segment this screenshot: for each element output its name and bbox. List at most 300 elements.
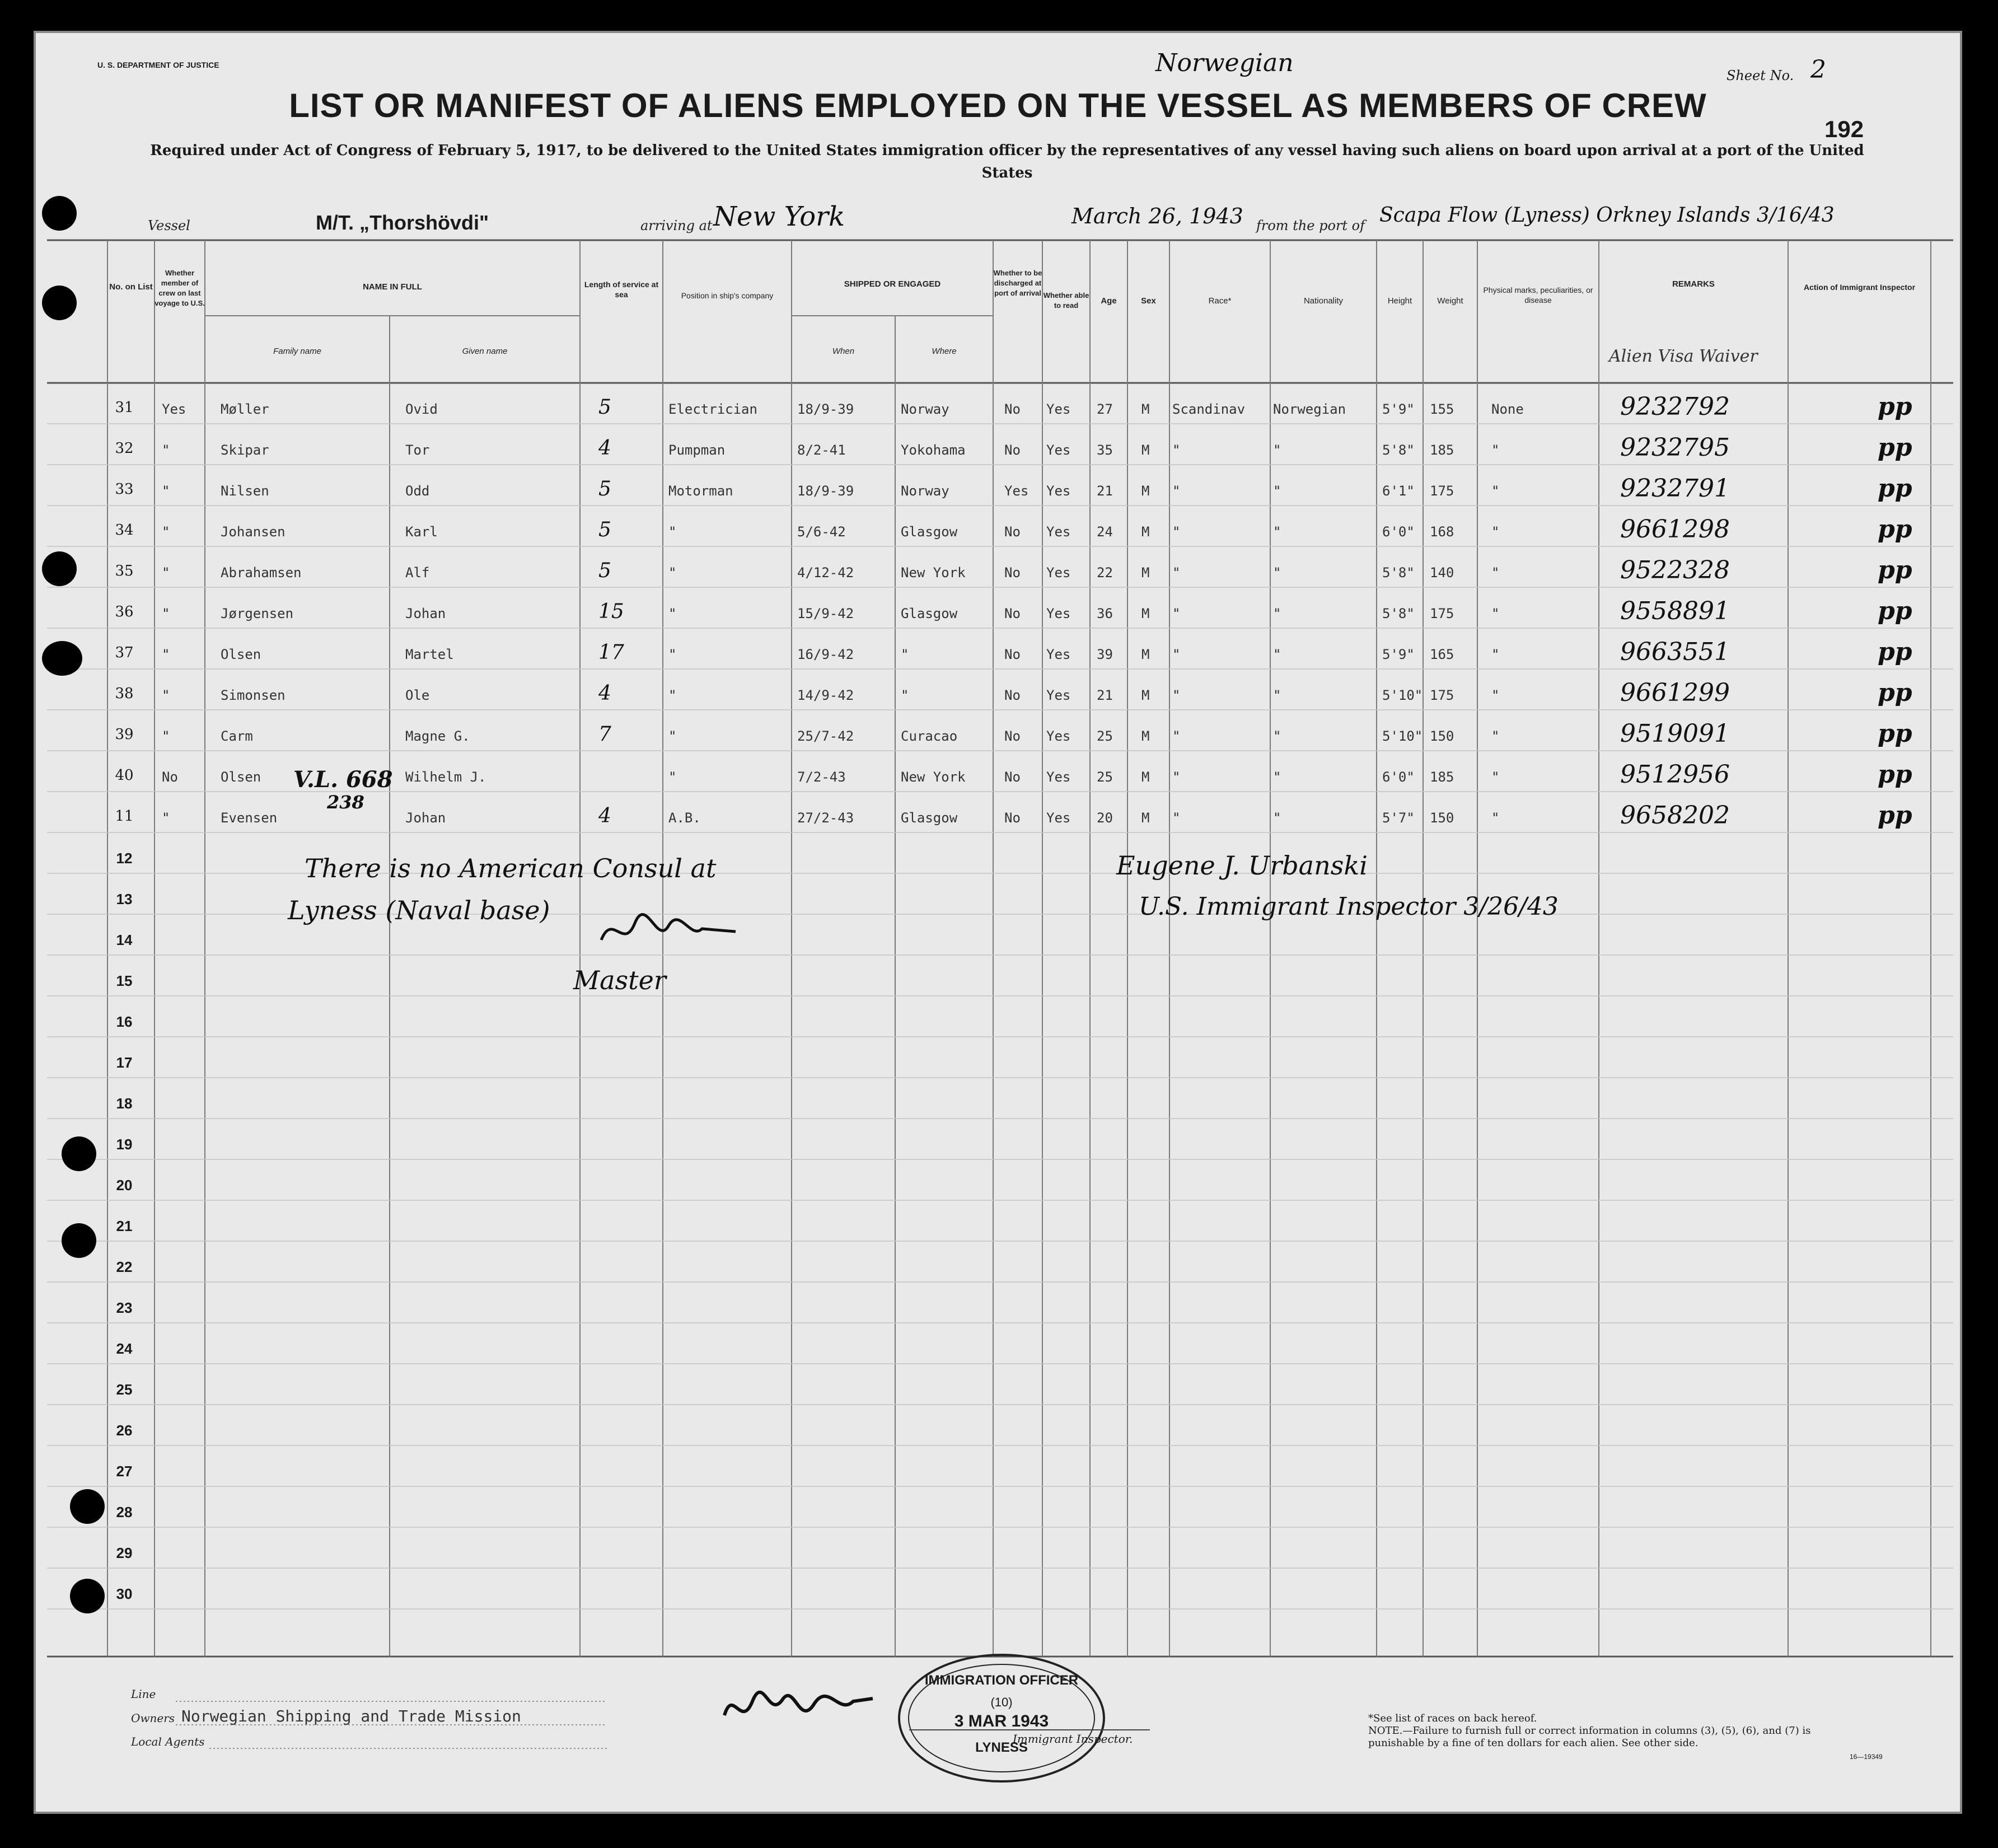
empty-row-number: 20	[116, 1177, 133, 1194]
col-length-service: Length of service at sea	[584, 280, 659, 299]
race-cell: "	[1172, 606, 1181, 621]
when-cell: 18/9-39	[797, 483, 854, 499]
remark-number: 9512956	[1620, 760, 1730, 789]
height-cell: 5'8"	[1382, 442, 1415, 458]
form-subtitle: Required under Act of Congress of February 5, 1917, to be delivered to the United States immigration officer by the representatives of any vessel having such aliens on board upon arrival at a port of the United States	[150, 142, 1864, 181]
read-cell: Yes	[1046, 647, 1071, 662]
family-name-cell: Abrahamsen	[221, 565, 302, 581]
nationality-cell: "	[1273, 728, 1281, 744]
punch-hole	[62, 1136, 96, 1171]
remark-number: 9663551	[1620, 638, 1730, 666]
col-remarks: REMARKS	[1672, 279, 1715, 289]
where-cell: New York	[901, 565, 966, 581]
family-name-cell: Carm	[221, 728, 253, 744]
col-where: Where	[932, 347, 957, 356]
family-name-cell: Olsen	[221, 769, 261, 785]
empty-row-number: 13	[116, 891, 133, 907]
col-race: Race*	[1208, 296, 1232, 306]
nationality-cell: "	[1273, 810, 1281, 826]
nationality-cell: "	[1273, 483, 1281, 499]
sex-cell: M	[1141, 524, 1150, 540]
empty-row-number: 24	[116, 1340, 133, 1357]
race-cell: Scandinav	[1172, 401, 1246, 417]
page-number: 192	[1824, 116, 1864, 142]
marks-cell: "	[1491, 606, 1500, 621]
member-cell: No	[162, 769, 178, 785]
sex-cell: M	[1141, 606, 1150, 621]
when-cell: 27/2-43	[797, 810, 854, 826]
member-cell: "	[162, 524, 170, 540]
nationality-annotation: Norwegian	[1155, 49, 1294, 77]
col-action-inspector: Action of Immigrant Inspector	[1803, 283, 1916, 292]
discharged-cell: No	[1004, 810, 1021, 826]
col-no-on-list: No. on List	[109, 282, 153, 292]
col-name-in-full: NAME IN FULL	[363, 282, 422, 292]
sex-cell: M	[1141, 442, 1150, 458]
sex-cell: M	[1141, 769, 1150, 785]
inspector-action: pp	[1878, 392, 1912, 421]
family-name-cell: Jørgensen	[221, 606, 294, 621]
weight-cell: 150	[1430, 728, 1454, 744]
service-cell: 5	[598, 478, 611, 500]
punch-hole	[70, 1489, 105, 1524]
owners-label: Owners	[131, 1711, 175, 1725]
age-cell: 22	[1097, 565, 1113, 581]
nationality-cell: "	[1273, 565, 1281, 581]
given-name-cell: Karl	[405, 524, 438, 540]
height-cell: 6'1"	[1382, 483, 1415, 499]
table-row	[36, 432, 1964, 473]
when-cell: 14/9-42	[797, 687, 854, 703]
member-cell: Yes	[162, 401, 186, 417]
master-signature-title: Master	[573, 965, 666, 995]
inspector-signature: Eugene J. Urbanski	[1116, 850, 1368, 881]
when-cell: 8/2-41	[797, 442, 846, 458]
discharged-cell: No	[1004, 728, 1021, 744]
height-cell: 5'9"	[1382, 647, 1415, 662]
discharged-cell: No	[1004, 769, 1021, 785]
read-cell: Yes	[1046, 442, 1071, 458]
table-row	[36, 514, 1964, 555]
table-row	[36, 718, 1964, 759]
punch-hole	[42, 551, 77, 586]
position-cell: A.B.	[668, 810, 701, 826]
when-cell: 15/9-42	[797, 606, 854, 621]
weight-cell: 175	[1430, 483, 1454, 499]
weight-cell: 185	[1430, 442, 1454, 458]
read-cell: Yes	[1046, 769, 1071, 785]
discharged-cell: No	[1004, 647, 1021, 662]
age-cell: 36	[1097, 606, 1113, 621]
sex-cell: M	[1141, 647, 1150, 662]
where-cell: Glasgow	[901, 810, 958, 826]
visa-list-subnote: 238	[327, 792, 364, 813]
row-number: 32	[115, 440, 134, 457]
when-cell: 16/9-42	[797, 647, 854, 662]
empty-row-number: 18	[116, 1095, 133, 1112]
row-number: 36	[115, 603, 134, 620]
owners-value: Norwegian Shipping and Trade Mission	[181, 1707, 521, 1725]
table-row	[36, 637, 1964, 677]
visa-list-note: V.L. 668	[293, 766, 393, 793]
row-number: 34	[115, 522, 134, 539]
inspector-action: pp	[1878, 597, 1912, 625]
discharged-cell: Yes	[1004, 483, 1029, 499]
inspector-action: pp	[1878, 760, 1912, 789]
sex-cell: M	[1141, 483, 1150, 499]
family-name-cell: Olsen	[221, 647, 261, 662]
given-name-cell: Tor	[405, 442, 430, 458]
stamp-date: 3 MAR 1943	[954, 1712, 1049, 1730]
position-cell: Motorman	[668, 483, 733, 499]
sex-cell: M	[1141, 687, 1150, 703]
inspector-action: pp	[1878, 638, 1912, 666]
given-name-cell: Odd	[405, 483, 430, 499]
master-note-line-2: Lyness (Naval base)	[288, 895, 550, 925]
family-name-cell: Evensen	[221, 810, 278, 826]
weight-cell: 168	[1430, 524, 1454, 540]
member-cell: "	[162, 565, 170, 581]
race-cell: "	[1172, 483, 1181, 499]
nationality-cell: Norwegian	[1273, 401, 1346, 417]
table-row	[36, 800, 1964, 841]
weight-cell: 140	[1430, 565, 1454, 581]
remark-number: 9658202	[1620, 801, 1730, 830]
col-position: Position in ship's company	[681, 291, 774, 300]
family-name-cell: Nilsen	[221, 483, 269, 499]
where-cell: New York	[901, 769, 966, 785]
weight-cell: 165	[1430, 647, 1454, 662]
master-signature-scrawl	[596, 906, 741, 957]
position-cell: "	[668, 647, 677, 662]
empty-row-number: 28	[116, 1504, 133, 1520]
remark-number: 9661298	[1620, 515, 1730, 544]
row-number: 37	[115, 644, 134, 661]
position-cell: "	[668, 565, 677, 581]
inspector-action: pp	[1878, 474, 1912, 503]
service-cell: 17	[598, 641, 624, 664]
weight-cell: 175	[1430, 606, 1454, 621]
given-name-cell: Wilhelm J.	[405, 769, 486, 785]
empty-row-number: 27	[116, 1463, 133, 1480]
age-cell: 20	[1097, 810, 1113, 826]
position-cell: "	[668, 524, 677, 540]
service-cell: 5	[598, 518, 611, 541]
read-cell: Yes	[1046, 401, 1071, 417]
member-cell: "	[162, 687, 170, 703]
inspector-action: pp	[1878, 719, 1912, 748]
family-name-cell: Skipar	[221, 442, 269, 458]
discharged-cell: No	[1004, 401, 1021, 417]
local-agents-label: Local Agents	[131, 1735, 205, 1748]
family-name-cell: Møller	[221, 401, 269, 417]
col-given-name: Given name	[462, 347, 508, 356]
service-cell: 5	[598, 396, 611, 419]
master-note-line-1: There is no American Consul at	[305, 853, 717, 883]
vessel-label: Vessel	[148, 218, 190, 233]
service-cell: 4	[598, 682, 611, 705]
read-cell: Yes	[1046, 728, 1071, 744]
remark-number: 9661299	[1620, 679, 1730, 707]
race-cell: "	[1172, 687, 1181, 703]
given-name-cell: Johan	[405, 810, 446, 826]
col-physical-marks: Physical marks, peculiarities, or disease	[1483, 286, 1593, 305]
row-number: 40	[115, 767, 134, 784]
arrival-date: March 26, 1943	[1071, 204, 1243, 228]
service-cell: 15	[598, 600, 624, 623]
height-cell: 6'0"	[1382, 769, 1415, 785]
inspector-action: pp	[1878, 679, 1912, 707]
line-label: Line	[131, 1687, 156, 1701]
table-row	[36, 555, 1964, 596]
remark-number: 9232792	[1620, 392, 1730, 421]
position-cell: "	[668, 606, 677, 621]
when-cell: 25/7-42	[797, 728, 854, 744]
department-heading: U. S. DEPARTMENT OF JUSTICE	[97, 60, 219, 69]
manifest-sheet	[34, 31, 1962, 1814]
read-cell: Yes	[1046, 565, 1071, 581]
weight-cell: 185	[1430, 769, 1454, 785]
race-cell: "	[1172, 524, 1181, 540]
col-age: Age	[1101, 296, 1117, 306]
discharged-cell: No	[1004, 524, 1021, 540]
sex-cell: M	[1141, 565, 1150, 581]
sheet-number: 2	[1810, 55, 1826, 84]
empty-row-number: 14	[116, 932, 133, 948]
height-cell: 6'0"	[1382, 524, 1415, 540]
discharged-cell: No	[1004, 442, 1021, 458]
member-cell: "	[162, 647, 170, 662]
sex-cell: M	[1141, 810, 1150, 826]
punch-hole	[42, 641, 82, 676]
empty-row-number: 17	[116, 1054, 133, 1071]
remark-number: 9522328	[1620, 556, 1730, 584]
height-cell: 5'9"	[1382, 401, 1415, 417]
empty-row-number: 12	[116, 850, 133, 867]
race-cell: "	[1172, 647, 1181, 662]
marks-cell: "	[1491, 769, 1500, 785]
where-cell: Glasgow	[901, 524, 958, 540]
nationality-cell: "	[1273, 606, 1281, 621]
when-cell: 5/6-42	[797, 524, 846, 540]
read-cell: Yes	[1046, 810, 1071, 826]
arriving-port: New York	[713, 201, 845, 232]
age-cell: 25	[1097, 728, 1113, 744]
member-cell: "	[162, 728, 170, 744]
empty-row-number: 22	[116, 1258, 133, 1275]
height-cell: 5'10"	[1382, 687, 1423, 703]
empty-row-number: 30	[116, 1585, 133, 1602]
row-number: 38	[115, 685, 134, 702]
sheet-label: Sheet No.	[1726, 68, 1794, 83]
col-discharged: Whether to be discharged at port of arrival	[993, 269, 1042, 297]
age-cell: 39	[1097, 647, 1113, 662]
form-number: 16—19349	[1850, 1753, 1883, 1761]
empty-row-number: 26	[116, 1422, 133, 1439]
col-weight: Weight	[1437, 296, 1463, 306]
height-cell: 5'10"	[1382, 728, 1423, 744]
when-cell: 7/2-43	[797, 769, 846, 785]
position-cell: "	[668, 769, 677, 785]
height-cell: 5'8"	[1382, 565, 1415, 581]
table-row	[36, 391, 1964, 432]
form-title: LIST OR MANIFEST OF ALIENS EMPLOYED ON THE VESSEL AS MEMBERS OF CREW	[289, 87, 1707, 124]
punch-hole	[42, 196, 77, 231]
punch-hole	[70, 1579, 105, 1613]
read-cell: Yes	[1046, 687, 1071, 703]
sex-cell: M	[1141, 401, 1150, 417]
when-cell: 18/9-39	[797, 401, 854, 417]
punch-hole	[62, 1223, 96, 1258]
member-cell: "	[162, 483, 170, 499]
inspector-signature-line	[909, 1729, 1150, 1730]
race-cell: "	[1172, 810, 1181, 826]
weight-cell: 150	[1430, 810, 1454, 826]
height-cell: 5'8"	[1382, 606, 1415, 621]
read-cell: Yes	[1046, 483, 1071, 499]
empty-row-number: 29	[116, 1545, 133, 1561]
immigration-stamp	[898, 1654, 1105, 1782]
nationality-cell: "	[1273, 647, 1281, 662]
inspector-action: pp	[1878, 515, 1912, 544]
given-name-cell: Ovid	[405, 401, 438, 417]
given-name-cell: Martel	[405, 647, 454, 662]
col-height: Height	[1387, 296, 1412, 306]
empty-row-number: 23	[116, 1299, 133, 1316]
marks-cell: "	[1491, 687, 1500, 703]
empty-row-number: 15	[116, 972, 133, 989]
read-cell: Yes	[1046, 524, 1071, 540]
departure-port: Scapa Flow (Lyness) Orkney Islands 3/16/43	[1379, 204, 1835, 227]
marks-cell: "	[1491, 483, 1500, 499]
race-cell: "	[1172, 728, 1181, 744]
remark-number: 9558891	[1620, 597, 1730, 625]
race-cell: "	[1172, 442, 1181, 458]
where-cell: Glasgow	[901, 606, 958, 621]
sex-cell: M	[1141, 728, 1150, 744]
marks-cell: "	[1491, 728, 1500, 744]
immigrant-inspector-label: Immigrant Inspector.	[1013, 1732, 1133, 1746]
where-cell: Yokohama	[901, 442, 966, 458]
position-cell: "	[668, 728, 677, 744]
nationality-cell: "	[1273, 442, 1281, 458]
member-cell: "	[162, 606, 170, 621]
where-cell: "	[901, 647, 909, 662]
age-cell: 25	[1097, 769, 1113, 785]
discharged-cell: No	[1004, 687, 1021, 703]
col-sex: Sex	[1141, 296, 1156, 306]
race-cell: "	[1172, 769, 1181, 785]
nationality-cell: "	[1273, 524, 1281, 540]
arriving-label: arriving at	[640, 218, 713, 233]
marks-cell: "	[1491, 810, 1500, 826]
col-member-last-voyage: Whether member of crew on last voyage to U.S.	[155, 269, 205, 307]
marks-cell: "	[1491, 647, 1500, 662]
table-row	[36, 473, 1964, 514]
row-number: 11	[115, 808, 134, 825]
discharged-cell: No	[1004, 565, 1021, 581]
service-cell: 4	[598, 437, 611, 460]
height-cell: 5'7"	[1382, 810, 1415, 826]
marks-cell: "	[1491, 442, 1500, 458]
age-cell: 35	[1097, 442, 1113, 458]
nationality-cell: "	[1273, 769, 1281, 785]
family-name-cell: Simonsen	[221, 687, 286, 703]
age-cell: 24	[1097, 524, 1113, 540]
service-cell: 7	[598, 723, 611, 746]
age-cell: 27	[1097, 401, 1113, 417]
position-cell: Pumpman	[668, 442, 726, 458]
remarks-header-annotation: Alien Visa Waiver	[1609, 347, 1758, 366]
table-row	[36, 677, 1964, 718]
inspector-title: U.S. Immigrant Inspector 3/26/43	[1139, 892, 1559, 921]
service-cell: 4	[598, 804, 611, 827]
given-name-cell: Johan	[405, 606, 446, 621]
col-family-name: Family name	[273, 347, 321, 356]
punch-hole	[42, 286, 77, 320]
table-row	[36, 596, 1964, 637]
marks-cell: "	[1491, 524, 1500, 540]
marks-cell: "	[1491, 565, 1500, 581]
col-able-to-read: Whether able to read	[1043, 291, 1089, 310]
empty-row-number: 25	[116, 1381, 133, 1398]
inspector-action: pp	[1878, 556, 1912, 584]
row-number: 33	[115, 481, 134, 498]
remark-number: 9519091	[1620, 719, 1730, 748]
read-cell: Yes	[1046, 606, 1071, 621]
family-name-cell: Johansen	[221, 524, 286, 540]
vessel-name: M/T. „Thorshövdi"	[316, 211, 489, 234]
service-cell: 5	[598, 559, 611, 582]
position-cell: Electrician	[668, 401, 757, 417]
penalty-note: NOTE.—Failure to furnish full or correct information in columns (3), (5), (6), and (7) is punishable by a fine of ten dollars for each alien. See other side.	[1368, 1725, 1811, 1749]
weight-cell: 175	[1430, 687, 1454, 703]
age-cell: 21	[1097, 687, 1113, 703]
footer-fill-lines	[170, 1696, 618, 1752]
empty-row-number: 16	[116, 1013, 133, 1030]
nationality-cell: "	[1273, 687, 1281, 703]
remark-number: 9232795	[1620, 433, 1730, 462]
discharged-cell: No	[1004, 606, 1021, 621]
weight-cell: 155	[1430, 401, 1454, 417]
given-name-cell: Ole	[405, 687, 430, 703]
col-shipped-engaged: SHIPPED OR ENGAGED	[844, 279, 941, 289]
where-cell: Curacao	[901, 728, 958, 744]
age-cell: 21	[1097, 483, 1113, 499]
col-nationality: Nationality	[1303, 296, 1344, 306]
stamp-number: (10)	[990, 1695, 1013, 1709]
inspector-action: pp	[1878, 801, 1912, 830]
marks-cell: None	[1491, 401, 1524, 417]
remark-number: 9232791	[1620, 474, 1730, 503]
empty-row-number: 19	[116, 1136, 133, 1153]
races-note: *See list of races on back hereof.	[1368, 1713, 1537, 1724]
member-cell: "	[162, 442, 170, 458]
race-cell: "	[1172, 565, 1181, 581]
row-number: 39	[115, 726, 134, 743]
position-cell: "	[668, 687, 677, 703]
member-cell: "	[162, 810, 170, 826]
empty-row-number: 21	[116, 1218, 133, 1234]
row-number: 31	[115, 399, 134, 416]
given-name-cell: Magne G.	[405, 728, 470, 744]
where-cell: Norway	[901, 401, 949, 417]
when-cell: 4/12-42	[797, 565, 854, 581]
inspector-action: pp	[1878, 433, 1912, 462]
from-label: from the port of	[1256, 218, 1365, 233]
stamp-place: LYNESS	[975, 1740, 1028, 1755]
row-number: 35	[115, 563, 134, 579]
